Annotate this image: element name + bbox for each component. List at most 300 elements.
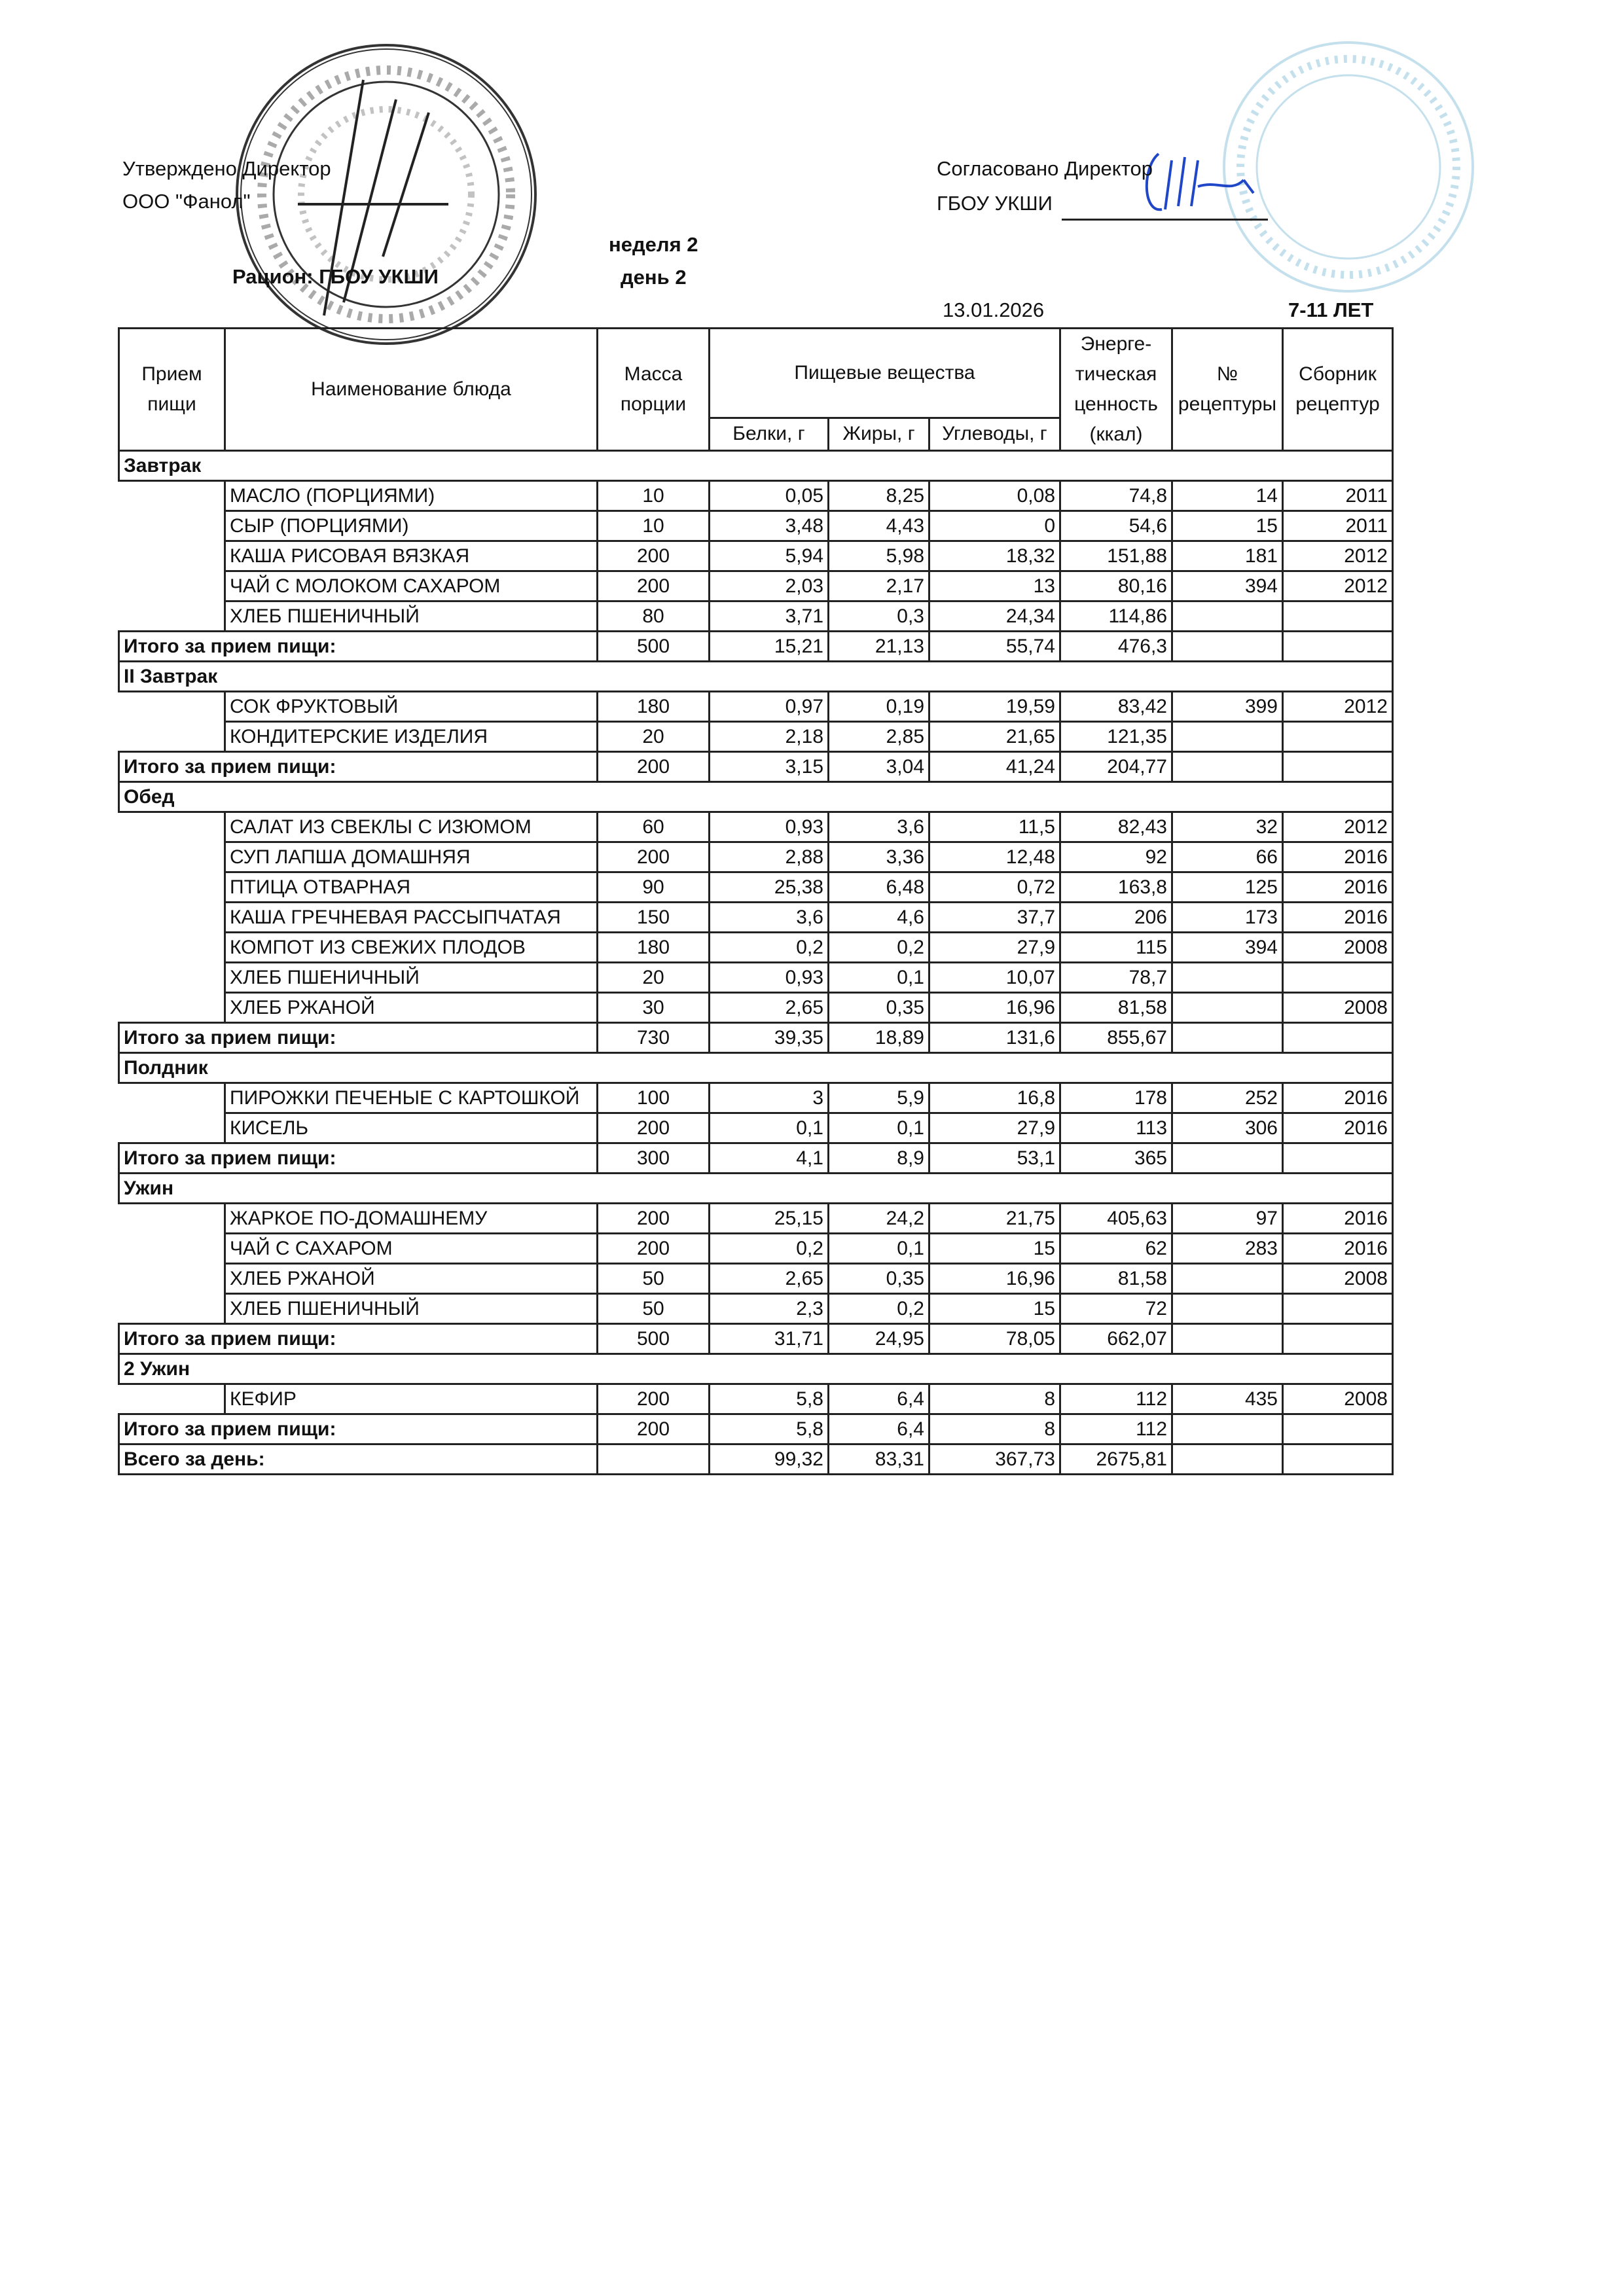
- dish-mass: 50: [598, 1264, 710, 1294]
- dish-kcal: 83,42: [1060, 692, 1172, 722]
- dish-collection: 2011: [1283, 511, 1393, 541]
- meal-total-collection-empty: [1283, 1023, 1393, 1053]
- meal-total-protein: 31,71: [710, 1324, 829, 1354]
- dish-carbs: 16,96: [929, 993, 1060, 1023]
- dish-fat: 6,48: [829, 872, 929, 903]
- dish-row: [119, 1204, 1393, 1234]
- meal-total-carbs: 8: [929, 1414, 1060, 1444]
- dish-carbs: 15: [929, 1234, 1060, 1264]
- meal-cell-empty: [119, 1204, 225, 1234]
- dish-fat: 0,2: [829, 1294, 929, 1324]
- director-signature: [1139, 147, 1270, 219]
- meal-total-fat: 21,13: [829, 632, 929, 662]
- meal-total-protein: 39,35: [710, 1023, 829, 1053]
- dish-name: ХЛЕБ ПШЕНИЧНЫЙ: [225, 1294, 598, 1324]
- dish-fat: 0,1: [829, 1113, 929, 1143]
- meal-total-kcal: 365: [1060, 1143, 1172, 1174]
- dish-recipe-no: 394: [1172, 571, 1283, 601]
- meal-cell-empty: [119, 812, 225, 842]
- dish-protein: 2,88: [710, 842, 829, 872]
- day-total-mass-empty: [598, 1444, 710, 1475]
- meal-total-carbs: 41,24: [929, 752, 1060, 782]
- day-total-label: Всего за день:: [119, 1444, 598, 1475]
- dish-recipe-no: [1172, 1264, 1283, 1294]
- dish-protein: 0,97: [710, 692, 829, 722]
- dish-collection: 2008: [1283, 1264, 1393, 1294]
- dish-fat: 0,1: [829, 963, 929, 993]
- company-stamp: [232, 41, 540, 348]
- dish-kcal: 72: [1060, 1294, 1172, 1324]
- dish-name: КОНДИТЕРСКИЕ ИЗДЕЛИЯ: [225, 722, 598, 752]
- meal-total-kcal: 112: [1060, 1414, 1172, 1444]
- dish-protein: 0,93: [710, 812, 829, 842]
- dish-recipe-no: 399: [1172, 692, 1283, 722]
- meal-total-label: Итого за прием пищи:: [119, 1143, 598, 1174]
- dish-collection: 2008: [1283, 993, 1393, 1023]
- dish-recipe-no: 173: [1172, 903, 1283, 933]
- meal-total-kcal: 204,77: [1060, 752, 1172, 782]
- meal-total-protein: 15,21: [710, 632, 829, 662]
- section-row: [119, 1053, 1393, 1083]
- dish-fat: 3,36: [829, 842, 929, 872]
- meal-cell-empty: [119, 993, 225, 1023]
- dish-mass: 100: [598, 1083, 710, 1113]
- approved-line-1: Утверждено Директор: [122, 157, 331, 180]
- meal-total-collection-empty: [1283, 1324, 1393, 1354]
- dish-fat: 6,4: [829, 1384, 929, 1414]
- col-header-fat: Жиры, г: [829, 418, 929, 450]
- dish-kcal: 92: [1060, 842, 1172, 872]
- dish-fat: 0,1: [829, 1234, 929, 1264]
- dish-row: [119, 933, 1393, 963]
- dish-name: СЫР (ПОРЦИЯМИ): [225, 511, 598, 541]
- dish-protein: 3: [710, 1083, 829, 1113]
- meal-total-protein: 5,8: [710, 1414, 829, 1444]
- dish-fat: 5,9: [829, 1083, 929, 1113]
- meal-cell-empty: [119, 1083, 225, 1113]
- dish-kcal: 113: [1060, 1113, 1172, 1143]
- dish-recipe-no: 435: [1172, 1384, 1283, 1414]
- dish-collection: 2016: [1283, 842, 1393, 872]
- dish-mass: 200: [598, 1234, 710, 1264]
- meal-total-protein: 4,1: [710, 1143, 829, 1174]
- dish-carbs: 16,8: [929, 1083, 1060, 1113]
- dish-collection: 2012: [1283, 571, 1393, 601]
- dish-fat: 0,2: [829, 933, 929, 963]
- meal-total-fat: 6,4: [829, 1414, 929, 1444]
- col-header-carbs: Углеводы, г: [929, 418, 1060, 450]
- dish-carbs: 0: [929, 511, 1060, 541]
- meal-cell-empty: [119, 481, 225, 511]
- meal-cell-empty: [119, 571, 225, 601]
- dish-carbs: 27,9: [929, 933, 1060, 963]
- meal-total-mass: 500: [598, 1324, 710, 1354]
- ration-label: Рацион: ГБОУ УКШИ: [232, 265, 439, 288]
- col-header-protein: Белки, г: [710, 418, 829, 450]
- dish-fat: 4,6: [829, 903, 929, 933]
- meal-total-collection-empty: [1283, 1143, 1393, 1174]
- dish-protein: 2,65: [710, 1264, 829, 1294]
- dish-fat: 24,2: [829, 1204, 929, 1234]
- meal-cell-empty: [119, 963, 225, 993]
- day-total-collection-empty: [1283, 1444, 1393, 1475]
- meal-total-recipe-empty: [1172, 632, 1283, 662]
- meal-total-collection-empty: [1283, 1414, 1393, 1444]
- meal-total-row: [119, 752, 1393, 782]
- dish-collection: 2016: [1283, 1234, 1393, 1264]
- dish-row: [119, 872, 1393, 903]
- dish-protein: 0,1: [710, 1113, 829, 1143]
- dish-row: [119, 1294, 1393, 1324]
- dish-row: [119, 1234, 1393, 1264]
- dish-kcal: 74,8: [1060, 481, 1172, 511]
- dish-mass: 10: [598, 481, 710, 511]
- dish-name: МАСЛО (ПОРЦИЯМИ): [225, 481, 598, 511]
- meal-total-kcal: 855,67: [1060, 1023, 1172, 1053]
- menu-table: [118, 327, 1394, 1475]
- dish-recipe-no: 32: [1172, 812, 1283, 842]
- dish-recipe-no: 306: [1172, 1113, 1283, 1143]
- meal-cell-empty: [119, 1384, 225, 1414]
- dish-row: [119, 903, 1393, 933]
- dish-row: [119, 722, 1393, 752]
- dish-row: [119, 993, 1393, 1023]
- dish-protein: 2,3: [710, 1294, 829, 1324]
- col-header-recipe-no: № рецептуры: [1172, 329, 1283, 451]
- dish-row: [119, 692, 1393, 722]
- day-total-protein: 99,32: [710, 1444, 829, 1475]
- dish-mass: 50: [598, 1294, 710, 1324]
- dish-mass: 10: [598, 511, 710, 541]
- dish-collection: 2016: [1283, 1113, 1393, 1143]
- dish-recipe-no: [1172, 963, 1283, 993]
- dish-recipe-no: [1172, 993, 1283, 1023]
- section-title: II Завтрак: [119, 662, 1393, 692]
- dish-mass: 20: [598, 722, 710, 752]
- meal-cell-empty: [119, 541, 225, 571]
- meal-total-collection-empty: [1283, 752, 1393, 782]
- dish-collection: 2012: [1283, 541, 1393, 571]
- day-total-kcal: 2675,81: [1060, 1444, 1172, 1475]
- section-row: [119, 662, 1393, 692]
- dish-carbs: 0,72: [929, 872, 1060, 903]
- dish-collection: [1283, 1294, 1393, 1324]
- meal-total-mass: 730: [598, 1023, 710, 1053]
- dish-collection: 2016: [1283, 872, 1393, 903]
- dish-collection: 2008: [1283, 933, 1393, 963]
- agreed-line-2: ГБОУ УКШИ: [937, 192, 1053, 215]
- dish-protein: 3,6: [710, 903, 829, 933]
- dish-mass: 200: [598, 1113, 710, 1143]
- dish-name: ЧАЙ С САХАРОМ: [225, 1234, 598, 1264]
- meal-total-label: Итого за прием пищи:: [119, 752, 598, 782]
- dish-collection: 2016: [1283, 1083, 1393, 1113]
- dish-collection: [1283, 963, 1393, 993]
- meal-total-carbs: 53,1: [929, 1143, 1060, 1174]
- meal-total-recipe-empty: [1172, 1143, 1283, 1174]
- meal-total-carbs: 78,05: [929, 1324, 1060, 1354]
- dish-mass: 20: [598, 963, 710, 993]
- dish-name: ЧАЙ С МОЛОКОМ САХАРОМ: [225, 571, 598, 601]
- meal-cell-empty: [119, 933, 225, 963]
- dish-carbs: 18,32: [929, 541, 1060, 571]
- dish-protein: 3,71: [710, 601, 829, 632]
- dish-row: [119, 541, 1393, 571]
- dish-recipe-no: [1172, 722, 1283, 752]
- meal-total-row: [119, 1143, 1393, 1174]
- meal-total-fat: 8,9: [829, 1143, 929, 1174]
- meal-total-recipe-empty: [1172, 752, 1283, 782]
- dish-row: [119, 1384, 1393, 1414]
- dish-protein: 2,03: [710, 571, 829, 601]
- dish-carbs: 21,75: [929, 1204, 1060, 1234]
- dish-fat: 4,43: [829, 511, 929, 541]
- dish-collection: 2011: [1283, 481, 1393, 511]
- dish-mass: 90: [598, 872, 710, 903]
- col-header-mass: Масса порции: [598, 329, 710, 451]
- dish-recipe-no: 15: [1172, 511, 1283, 541]
- dish-kcal: 163,8: [1060, 872, 1172, 903]
- dish-protein: 3,48: [710, 511, 829, 541]
- dish-name: САЛАТ ИЗ СВЕКЛЫ С ИЗЮМОМ: [225, 812, 598, 842]
- dish-name: ПТИЦА ОТВАРНАЯ: [225, 872, 598, 903]
- dish-name: ХЛЕБ ПШЕНИЧНЫЙ: [225, 963, 598, 993]
- dish-row: [119, 812, 1393, 842]
- dish-carbs: 11,5: [929, 812, 1060, 842]
- dish-kcal: 121,35: [1060, 722, 1172, 752]
- dish-recipe-no: 125: [1172, 872, 1283, 903]
- dish-recipe-no: 252: [1172, 1083, 1283, 1113]
- meal-cell-empty: [119, 692, 225, 722]
- dish-fat: 0,35: [829, 1264, 929, 1294]
- approved-line-2: ООО "Фанол": [122, 190, 251, 213]
- meal-total-carbs: 131,6: [929, 1023, 1060, 1053]
- dish-protein: 25,38: [710, 872, 829, 903]
- dish-recipe-no: [1172, 1294, 1283, 1324]
- meal-total-collection-empty: [1283, 632, 1393, 662]
- meal-total-protein: 3,15: [710, 752, 829, 782]
- day-total-row: [119, 1444, 1393, 1475]
- meal-total-recipe-empty: [1172, 1324, 1283, 1354]
- section-title: Обед: [119, 782, 1393, 812]
- age-label: 7-11 ЛЕТ: [1288, 298, 1374, 321]
- dish-kcal: 62: [1060, 1234, 1172, 1264]
- dish-fat: 0,19: [829, 692, 929, 722]
- dish-fat: 0,35: [829, 993, 929, 1023]
- dish-row: [119, 511, 1393, 541]
- dish-kcal: 82,43: [1060, 812, 1172, 842]
- dish-kcal: 81,58: [1060, 993, 1172, 1023]
- meal-total-row: [119, 632, 1393, 662]
- week-label: неделя 2: [609, 233, 698, 256]
- day-total-recipe-empty: [1172, 1444, 1283, 1475]
- meal-total-label: Итого за прием пищи:: [119, 1324, 598, 1354]
- dish-fat: 0,3: [829, 601, 929, 632]
- meal-total-recipe-empty: [1172, 1023, 1283, 1053]
- dish-recipe-no: 97: [1172, 1204, 1283, 1234]
- dish-kcal: 54,6: [1060, 511, 1172, 541]
- dish-mass: 80: [598, 601, 710, 632]
- dish-protein: 0,2: [710, 933, 829, 963]
- dish-carbs: 13: [929, 571, 1060, 601]
- dish-name: ХЛЕБ РЖАНОЙ: [225, 993, 598, 1023]
- meal-cell-empty: [119, 1234, 225, 1264]
- section-title: 2 Ужин: [119, 1354, 1393, 1384]
- dish-name: КАША ГРЕЧНЕВАЯ РАССЫПЧАТАЯ: [225, 903, 598, 933]
- dish-carbs: 12,48: [929, 842, 1060, 872]
- dish-name: СОК ФРУКТОВЫЙ: [225, 692, 598, 722]
- meal-total-row: [119, 1414, 1393, 1444]
- dish-name: ХЛЕБ РЖАНОЙ: [225, 1264, 598, 1294]
- dish-kcal: 114,86: [1060, 601, 1172, 632]
- dish-carbs: 37,7: [929, 903, 1060, 933]
- meal-total-row: [119, 1023, 1393, 1053]
- col-header-dish: Наименование блюда: [225, 329, 598, 451]
- dish-carbs: 0,08: [929, 481, 1060, 511]
- dish-mass: 200: [598, 1204, 710, 1234]
- dish-row: [119, 601, 1393, 632]
- dish-kcal: 78,7: [1060, 963, 1172, 993]
- dish-carbs: 15: [929, 1294, 1060, 1324]
- dish-name: КОМПОТ ИЗ СВЕЖИХ ПЛОДОВ: [225, 933, 598, 963]
- dish-mass: 200: [598, 541, 710, 571]
- dish-mass: 180: [598, 692, 710, 722]
- section-row: [119, 1174, 1393, 1204]
- dish-mass: 30: [598, 993, 710, 1023]
- section-title: Ужин: [119, 1174, 1393, 1204]
- day-total-carbs: 367,73: [929, 1444, 1060, 1475]
- dish-carbs: 10,07: [929, 963, 1060, 993]
- dish-recipe-no: [1172, 601, 1283, 632]
- dish-collection: 2008: [1283, 1384, 1393, 1414]
- dish-mass: 200: [598, 842, 710, 872]
- dish-name: КЕФИР: [225, 1384, 598, 1414]
- dish-fat: 5,98: [829, 541, 929, 571]
- dish-recipe-no: 181: [1172, 541, 1283, 571]
- meal-total-fat: 18,89: [829, 1023, 929, 1053]
- dish-kcal: 405,63: [1060, 1204, 1172, 1234]
- meal-total-mass: 200: [598, 1414, 710, 1444]
- dish-row: [119, 963, 1393, 993]
- dish-protein: 5,94: [710, 541, 829, 571]
- section-title: Завтрак: [119, 451, 1393, 481]
- dish-protein: 0,2: [710, 1234, 829, 1264]
- col-header-meal: Прием пищи: [119, 329, 225, 451]
- meal-total-row: [119, 1324, 1393, 1354]
- meal-cell-empty: [119, 872, 225, 903]
- day-label: день 2: [621, 266, 687, 289]
- meal-cell-empty: [119, 601, 225, 632]
- dish-mass: 150: [598, 903, 710, 933]
- dish-protein: 5,8: [710, 1384, 829, 1414]
- section-row: [119, 1354, 1393, 1384]
- dish-protein: 0,93: [710, 963, 829, 993]
- meal-total-label: Итого за прием пищи:: [119, 632, 598, 662]
- dish-kcal: 206: [1060, 903, 1172, 933]
- dish-kcal: 80,16: [1060, 571, 1172, 601]
- dish-carbs: 8: [929, 1384, 1060, 1414]
- dish-carbs: 27,9: [929, 1113, 1060, 1143]
- meal-cell-empty: [119, 722, 225, 752]
- dish-name: ХЛЕБ ПШЕНИЧНЫЙ: [225, 601, 598, 632]
- dish-row: [119, 481, 1393, 511]
- meal-cell-empty: [119, 842, 225, 872]
- meal-cell-empty: [119, 511, 225, 541]
- dish-mass: 60: [598, 812, 710, 842]
- dish-recipe-no: 14: [1172, 481, 1283, 511]
- meal-cell-empty: [119, 1264, 225, 1294]
- dish-carbs: 16,96: [929, 1264, 1060, 1294]
- dish-protein: 2,65: [710, 993, 829, 1023]
- col-header-nutrients: Пищевые вещества: [710, 329, 1060, 418]
- meal-total-carbs: 55,74: [929, 632, 1060, 662]
- dish-mass: 200: [598, 1384, 710, 1414]
- dish-name: СУП ЛАПША ДОМАШНЯЯ: [225, 842, 598, 872]
- dish-name: КИСЕЛЬ: [225, 1113, 598, 1143]
- meal-total-label: Итого за прием пищи:: [119, 1414, 598, 1444]
- dish-carbs: 21,65: [929, 722, 1060, 752]
- day-total-fat: 83,31: [829, 1444, 929, 1475]
- dish-carbs: 19,59: [929, 692, 1060, 722]
- meal-total-fat: 24,95: [829, 1324, 929, 1354]
- agreed-line-1: Согласовано Директор: [937, 157, 1153, 180]
- section-row: [119, 782, 1393, 812]
- dish-recipe-no: 394: [1172, 933, 1283, 963]
- meal-cell-empty: [119, 903, 225, 933]
- dish-name: КАША РИСОВАЯ ВЯЗКАЯ: [225, 541, 598, 571]
- dish-protein: 2,18: [710, 722, 829, 752]
- dish-row: [119, 571, 1393, 601]
- dish-kcal: 178: [1060, 1083, 1172, 1113]
- dish-row: [119, 1113, 1393, 1143]
- dish-collection: 2012: [1283, 692, 1393, 722]
- meal-total-label: Итого за прием пищи:: [119, 1023, 598, 1053]
- dish-row: [119, 1264, 1393, 1294]
- meal-cell-empty: [119, 1294, 225, 1324]
- dish-carbs: 24,34: [929, 601, 1060, 632]
- dish-mass: 200: [598, 571, 710, 601]
- dish-row: [119, 842, 1393, 872]
- meal-total-fat: 3,04: [829, 752, 929, 782]
- date-label: 13.01.2026: [943, 298, 1045, 321]
- dish-collection: [1283, 722, 1393, 752]
- meal-total-kcal: 662,07: [1060, 1324, 1172, 1354]
- meal-total-mass: 200: [598, 752, 710, 782]
- dish-recipe-no: 66: [1172, 842, 1283, 872]
- meal-total-recipe-empty: [1172, 1414, 1283, 1444]
- dish-collection: 2016: [1283, 1204, 1393, 1234]
- section-row: [119, 451, 1393, 481]
- dish-collection: 2012: [1283, 812, 1393, 842]
- meal-total-mass: 300: [598, 1143, 710, 1174]
- meal-cell-empty: [119, 1113, 225, 1143]
- dish-kcal: 81,58: [1060, 1264, 1172, 1294]
- dish-fat: 2,85: [829, 722, 929, 752]
- section-title: Полдник: [119, 1053, 1393, 1083]
- col-header-energy: Энерге-тическая ценность (ккал): [1060, 329, 1172, 451]
- dish-mass: 180: [598, 933, 710, 963]
- dish-kcal: 115: [1060, 933, 1172, 963]
- meal-total-mass: 500: [598, 632, 710, 662]
- dish-fat: 3,6: [829, 812, 929, 842]
- dish-row: [119, 1083, 1393, 1113]
- dish-protein: 0,05: [710, 481, 829, 511]
- meal-total-kcal: 476,3: [1060, 632, 1172, 662]
- dish-collection: 2016: [1283, 903, 1393, 933]
- dish-name: ПИРОЖКИ ПЕЧЕНЫЕ С КАРТОШКОЙ: [225, 1083, 598, 1113]
- dish-name: ЖАРКОЕ ПО-ДОМАШНЕМУ: [225, 1204, 598, 1234]
- dish-fat: 2,17: [829, 571, 929, 601]
